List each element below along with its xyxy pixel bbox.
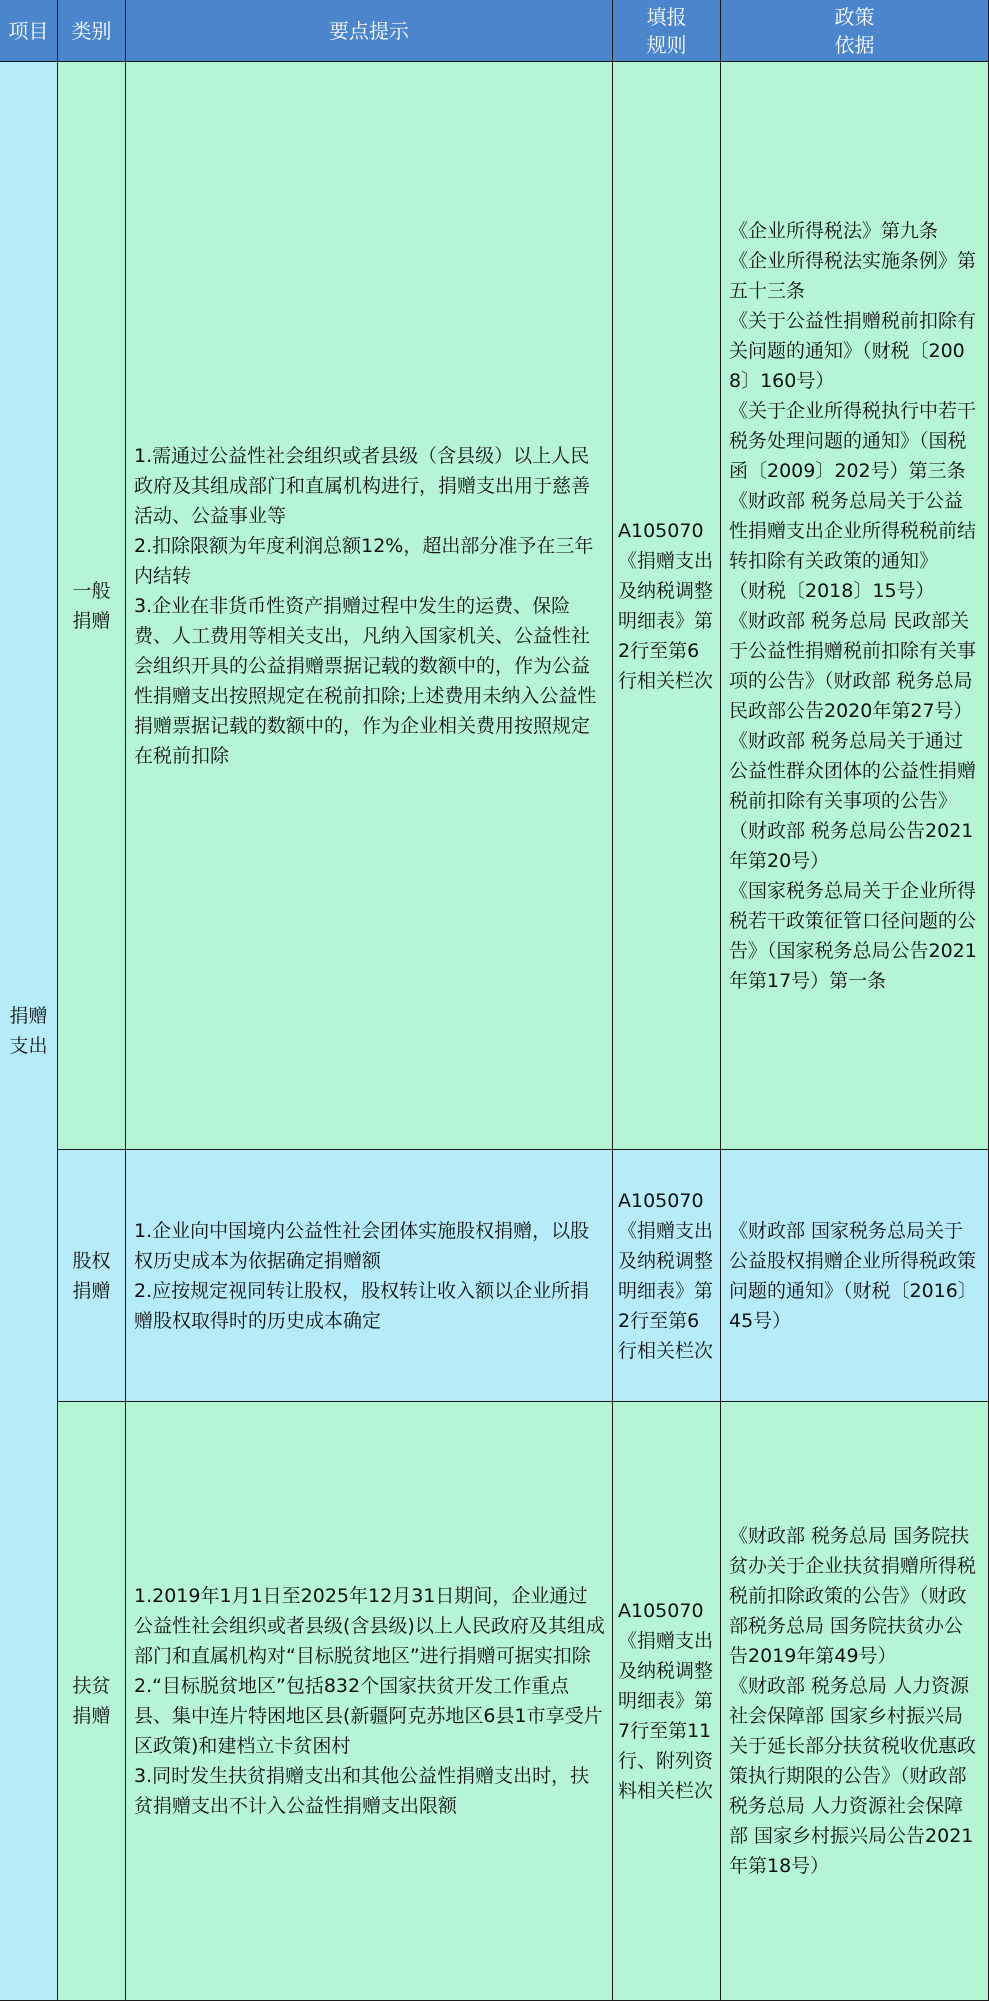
row-poverty-basis (721, 1402, 989, 2001)
header-project: 项目 (0, 0, 58, 62)
row-general-rule-text: A105070《捐赠支出及纳税调整明细表》第2行至第6行相关栏次 (618, 519, 714, 692)
row-general-points (126, 62, 613, 1150)
header-rule: 填报 规则 (613, 0, 721, 62)
row-general-rule (613, 62, 721, 1150)
row-equity-basis (721, 1150, 989, 1402)
header-points: 要点提示 (126, 0, 613, 62)
header-category: 类别 (58, 0, 126, 62)
row-equity-points-text: 1.企业向中国境内公益性社会团体实施股权捐赠，以股权历史成本为依据确定捐赠额 2.应按规定视同转让股权，股权转让收入额以企业所捐赠股权取得时的历史成本确定 (134, 1219, 590, 1332)
row-poverty-rule (613, 1402, 721, 2001)
row-general-category: 一般 捐赠 (58, 62, 126, 1150)
row-equity-rule (613, 1150, 721, 1402)
row-poverty-points (126, 1402, 613, 2001)
row-poverty-basis-text: 《财政部 税务总局 国务院扶贫办关于企业扶贫捐赠所得税税前扣除政策的公告》（财政部税务总局 国务院扶贫办公告2019年第49号） 《财政部 税务总局 人力资源社会保障部 国家乡村振兴局关于延长部分扶贫税收优惠政策执行期限的公告》（财政部 税务总局 人力资源社会保障部 国家乡村振兴局公告2021年第18号） (729, 1525, 977, 1877)
row-equity-basis-text: 《财政部 国家税务总局关于公益股权捐赠企业所得税政策问题的通知》（财税〔2016〕45号） (729, 1219, 977, 1332)
row-equity-points (126, 1150, 613, 1402)
row-equity-rule-text: A105070《捐赠支出及纳税调整明细表》第2行至第6行相关栏次 (618, 1189, 714, 1362)
row-general-basis-text: 《企业所得税法》第九条 《企业所得税法实施条例》第五十三条 《关于公益性捐赠税前扣除有关问题的通知》（财税〔2008〕160号） 《关于企业所得税执行中若干税务处理问题的通知》（国税函〔2009〕202号）第三条 《财政部 税务总局关于公益性捐赠支出企业所得税税前结转扣除有关政策的通知》 （财税〔2018〕15号） 《财政部 税务总局 民政部关于公益性捐赠税前扣除有关事项的公告》（财政部 税务总局民政部公告2020年第27号） 《财政部 税务总局关于通过公益性群众团体的公益性捐赠税前扣除有关事项的公告》（财政部 税务总局公告2021年第20号） 《国家税务总局关于企业所得税若干政策征管口径问题的公告》（国家税务总局公告2021年第17号）第一条 (729, 219, 977, 992)
header-basis: 政策 依据 (721, 0, 989, 62)
row-general-basis (721, 62, 989, 1150)
project-name-cell: 捐赠 支出 (0, 62, 58, 2001)
row-general-points-text: 1.需通过公益性社会组织或者县级（含县级）以上人民政府及其组成部门和直属机构进行，捐赠支出用于慈善活动、公益事业等 2.扣除限额为年度利润总额12%，超出部分准予在三年内结转 3.企业在非货币性资产捐赠过程中发生的运费、保险费、人工费用等相关支出，凡纳入国家机关、公益性社会组织开具的公益捐赠票据记载的数额中的，作为公益性捐赠支出按照规定在税前扣除;上述费用未纳入公益性捐赠票据记载的数额中的，作为企业相关费用按照规定在税前扣除 (134, 444, 597, 767)
row-poverty-points-text: 1.2019年1月1日至2025年12月31日期间，企业通过公益性社会组织或者县级(含县级)以上人民政府及其组成部门和直属机构对“目标脱贫地区”进行捐赠可据实扣除 2.“目标脱贫地区”包括832个国家扶贫开发工作重点县、集中连片特困地区县(新疆阿克苏地区6县1市享受片区政策)和建档立卡贫困村 3.同时发生扶贫捐赠支出和其他公益性捐赠支出时，扶贫捐赠支出不计入公益性捐赠支出限额 (134, 1585, 605, 1817)
row-equity-category: 股权 捐赠 (58, 1150, 126, 1402)
row-poverty-category: 扶贫 捐赠 (58, 1402, 126, 2001)
row-poverty-rule-text: A105070《捐赠支出及纳税调整明细表》第7行至第11行、附列资料相关栏次 (618, 1600, 714, 1802)
